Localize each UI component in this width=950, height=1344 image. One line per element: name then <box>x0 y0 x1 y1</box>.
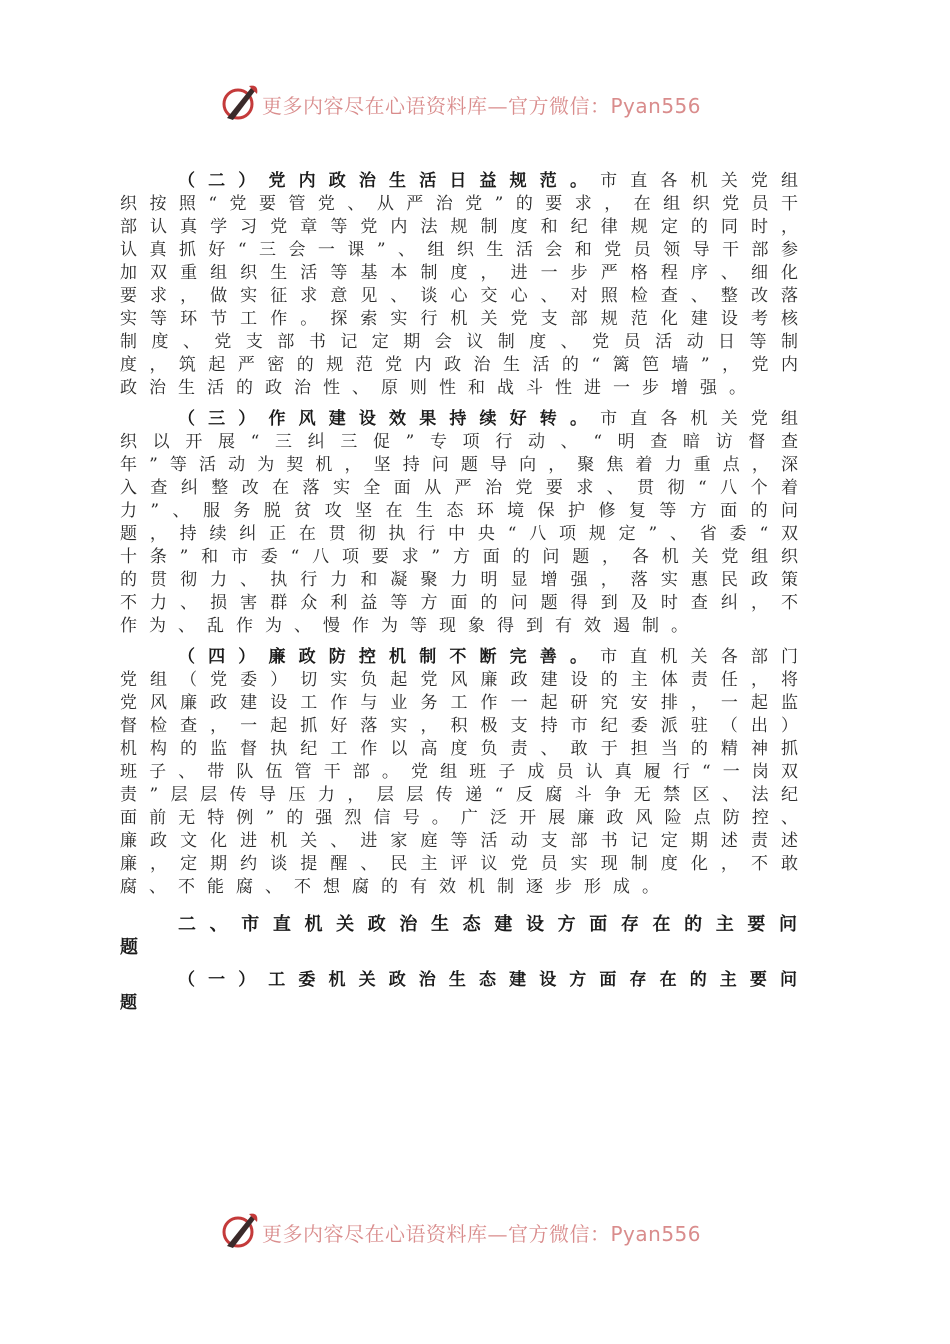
paragraph-section-two <box>120 170 810 400</box>
quill-seal-logo-icon <box>219 82 261 124</box>
document-body <box>120 170 810 1021</box>
section-three-heading: （三）作风建设效果持续好转。 <box>178 409 601 429</box>
paragraph-section-four <box>120 646 810 899</box>
section-four-text: 市直机关各部门党组（党委）切实负起党风廉政建设的主体责任，将党风廉政建设工作与业务工作一起研究安排，一起监督检查，一起抓好落实，积极支持市纪委派驻（出）机构的监督执纪工作以高度负责、敢于担当的精神抓班子、带队伍管干部。党组班子成员认真履行“一岗双责”层层传导压力，层层传递“反腐斗争无禁区、法纪面前无特例”的强烈信号。广泛开展廉政风险点防控、廉政文化进机关、进家庭等活动支部书记定期述责述廉，定期约谈提醒、民主评议党员实现制度化，不敢腐、不能腐、不想腐的有效机制逐步形成。 <box>120 647 811 897</box>
quill-seal-logo-icon <box>219 1210 261 1252</box>
heading-part-two: 二、市直机关政治生态建设方面存在的主要问题 <box>120 914 810 958</box>
section-two-heading: （二）党内政治生活日益规范。 <box>178 171 601 191</box>
section-two-text: 市直各机关党组织按照“党要管党、从严治党”的要求，在组织党员干部认真学习党章等党内法规制度和纪律规定的同时，认真抓好“三会一课”、组织生活会和党员领导干部参加双重组织生活等基本制度，进一步严格程序、细化要求，做实征求意见、谈心交心、对照检查、整改落实等环节工作。探索实行机关党支部规范化建设考核制度、党支部书记定期会议制度、党员活动日等制度，筑起严密的规范党内政治生活的“篱笆墙”，党内政治生活的政治性、原则性和战斗性进一步增强。 <box>120 171 811 398</box>
watermark-banner-bottom <box>0 1206 950 1256</box>
heading-part-two-sub-one: （一）工委机关政治生态建设方面存在的主要问题 <box>120 970 810 1013</box>
watermark-text: 更多内容尽在心语资料库—官方微信：Pyan556 <box>262 94 702 118</box>
section-four-heading: （四）廉政防控机制不断完善。 <box>178 647 601 667</box>
watermark-text: 更多内容尽在心语资料库—官方微信：Pyan556 <box>262 1222 702 1246</box>
watermark-banner-top <box>0 78 950 128</box>
paragraph-section-three <box>120 408 810 638</box>
watermark-id: Pyan556 <box>610 94 702 118</box>
watermark-id: Pyan556 <box>610 1222 702 1246</box>
section-three-text: 市直各机关党组织以开展“三纠三促”专项行动、“明查暗访督查年”等活动为契机，坚持问题导向，聚焦着力重点，深入查纠整改在落实全面从严治党要求、贯彻“八个着力”、服务脱贫攻坚在生态环境保护修复等方面的问题，持续纠正在贯彻执行中央“八项规定”、省委“双十条”和市委“八项要求”方面的问题，各机关党组织的贯彻力、执行力和凝聚力明显增强，落实惠民政策不力、损害群众利益等方面的问题得到及时查纠，不作为、乱作为、慢作为等现象得到有效遏制。 <box>120 409 811 636</box>
